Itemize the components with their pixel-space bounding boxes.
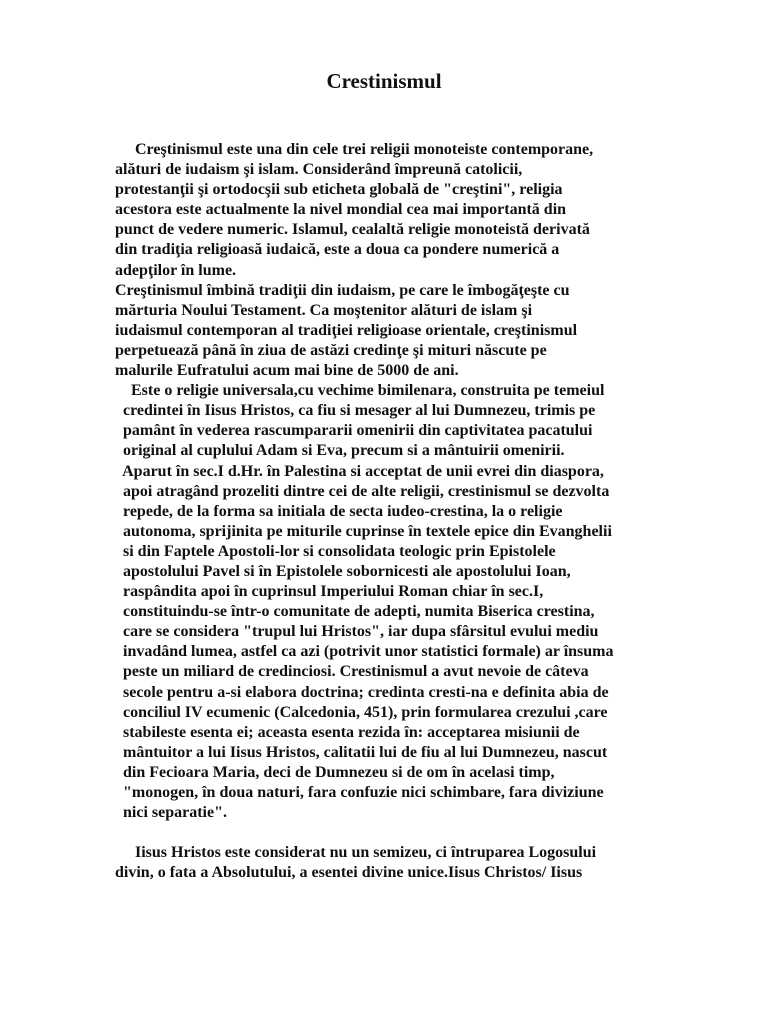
text-line: original al cuplului Adam si Eva, precum si a mântuirii omenirii. [115, 442, 565, 460]
text-line: protestanţii şi ortodocşii sub eticheta globală de "creştini", religia [115, 181, 563, 199]
text-line: si din Faptele Apostoli-lor si consolidata teologic prin Epistolele [115, 542, 556, 560]
text-line: stabileste esenta ei; aceasta esenta rezida în: acceptarea misiunii de [115, 723, 580, 741]
text-line: din tradiţia religioasă iudaică, este a doua ca pondere numerică a [115, 241, 560, 259]
text-line: repede, de la forma sa initiala de secta iudeo-crestina, la o religie [115, 502, 563, 520]
text-line: "monogen, în doua naturi, fara confuzie nici schimbare, fara diviziune [115, 784, 604, 801]
text-line: malurile Eufratului acum mai bine de 5000 de ani. [115, 362, 459, 380]
text-line: constituindu-se într-o comunitate de adepti, numita Biserica crestina, [115, 603, 595, 621]
text-line: Aparut în sec.I d.Hr. în Palestina si acceptat de unii evrei din diaspora, [115, 462, 604, 480]
text-line: pamânt în vederea rascumpararii omenirii din captivitatea pacatului [115, 422, 593, 440]
text-line: secole pentru a-si elabora doctrina; credinta cresti-na e definita abia de [115, 683, 609, 701]
text-line: acestora este actualmente la nivel mondial cea mai importantă din [115, 201, 567, 219]
text-line: punct de vedere numeric. Islamul, cealaltă religie monoteistă derivată [115, 221, 590, 239]
text-line: apostolului Pavel si în Epistolele sobornicesti ale apostolului Ioan, [115, 562, 571, 580]
text-line: Creştinismul este una din cele trei religii monoteiste contemporane, [115, 141, 594, 158]
text-line: mărturia Noului Testament. Ca moştenitor alături de islam şi [115, 301, 533, 319]
text-line: peste un miliard de credinciosi. Crestinismul a avut nevoie de câteva [115, 663, 589, 681]
text-line: Iisus Hristos este considerat nu un semizeu, ci întruparea Logosului [115, 844, 597, 862]
text-line: din Fecioara Maria, deci de Dumnezeu si de om în acelasi timp, [115, 763, 555, 781]
document-title: Crestinismul [326, 69, 442, 93]
text-line: credintei în Iisus Hristos, ca fiu si mesager al lui Dumnezeu, trimis pe [115, 402, 596, 420]
text-line: care se considera "trupul lui Hristos", iar dupa sfârsitul evului mediu [115, 623, 599, 641]
text-line: conciliul IV ecumenic (Calcedonia, 451), prin formularea crezului ,care [115, 703, 608, 721]
text-line: Este o religie universala,cu vechime bimilenara, construita pe temeiul [115, 382, 605, 400]
text-line: autonoma, sprijinita pe miturile cuprinse în textele epice din Evanghelii [115, 522, 612, 540]
text-line: raspândita apoi în cuprinsul Imperiului Roman chiar în sec.I, [115, 583, 544, 601]
text-line: apoi atragând prozeliti dintre cei de alte religii, crestinismul se dezvolta [115, 482, 610, 500]
text-line: alături de iudaism şi islam. Considerând împreună catolicii, [115, 161, 523, 179]
text-line: mântuitor a lui Iisus Hristos, calitatii lui de fiu al lui Dumnezeu, nascut [115, 743, 608, 761]
document-body [115, 140, 675, 883]
text-line: divin, o fata a Absolutului, a esentei divine unice.Iisus Christos/ Iisus [115, 864, 583, 882]
paragraph-gap [115, 823, 675, 843]
text-line: Creştinismul îmbină tradiţii din iudaism, pe care le îmbogăţeşte cu [115, 281, 570, 299]
text-line: adepţilor în lume. [115, 261, 237, 279]
text-line: nici separatie". [115, 804, 227, 822]
text-line: perpetuează până în ziua de astăzi credinţe şi mituri născute pe [115, 341, 547, 359]
text-line: iudaismul contemporan al tradiţiei religioase orientale, creştinismul [115, 321, 578, 339]
text-line: invadând lumea, astfel ca azi (potrivit unor statistici formale) ar însuma [115, 643, 614, 661]
